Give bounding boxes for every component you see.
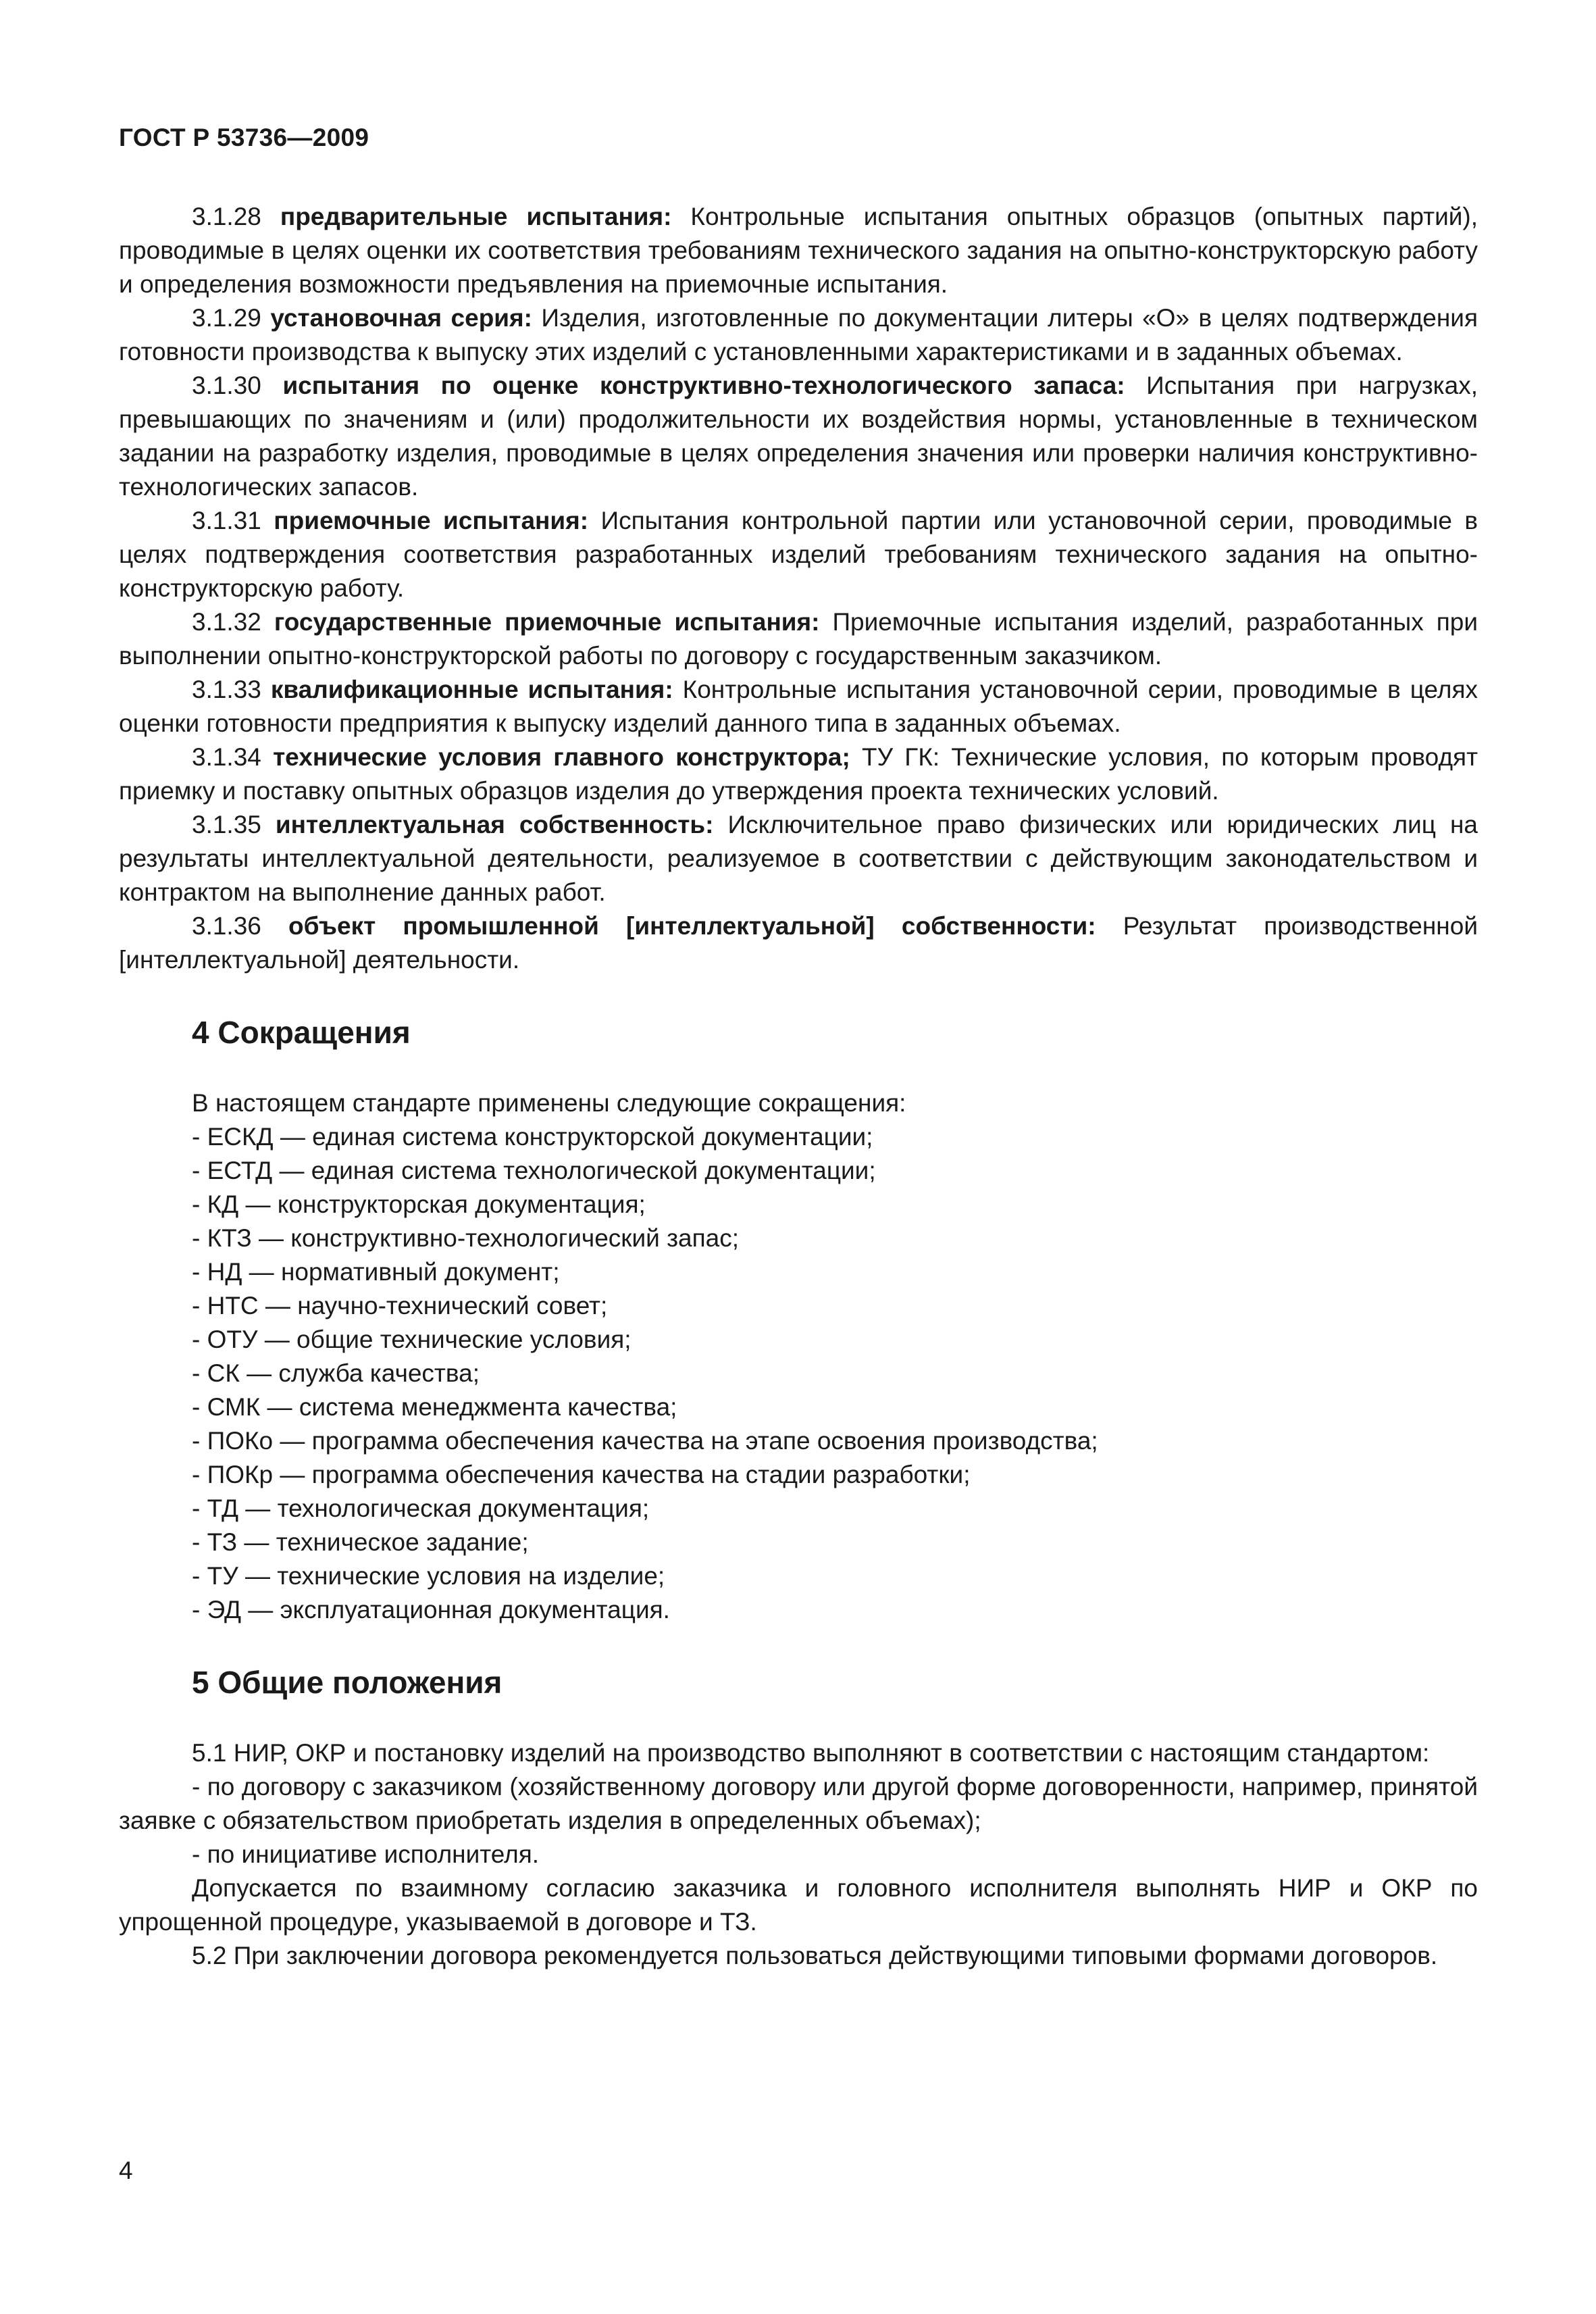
definition-3-1-28	[119, 200, 1478, 301]
list-item: - ЕСКД — единая система конструкторской документации;	[192, 1123, 873, 1151]
definition-text: Испытания контрольной партии или установочной серии, проводимые в целях подтверждения соответствия разработанных изделий требованиям технического задания на опытно-конструкторскую работу.	[119, 507, 1478, 602]
definition-number: 3.1.33	[192, 676, 261, 703]
definition-number: 3.1.31	[192, 507, 261, 534]
definition-number: 3.1.28	[192, 203, 261, 230]
definition-term: квалификационные испытания:	[270, 676, 673, 703]
list-item: - ТД — технологическая документация;	[192, 1494, 650, 1522]
definition-text: Изделия, изготовленные по документации литеры «О» в целях подтверждения готовности производства к выпуску этих изделий с установленными характеристиками и в заданных объемах.	[119, 304, 1478, 366]
definition-term: объект промышленной [интеллектуальной] собственности:	[288, 912, 1096, 940]
section-4-title: 4 Сокращения	[192, 1015, 411, 1050]
list-item: - СМК — система менеджмента качества;	[192, 1393, 677, 1421]
list-item: - НТС — научно-технический совет;	[192, 1292, 608, 1319]
list-item: - ТЗ — техническое задание;	[192, 1528, 529, 1556]
paragraph-contract: - по договору с заказчиком (хозяйственному договору или другой форме договоренности, например, принятой заявке с обязательством приобретать изделия в определенных объемах);	[119, 1773, 1478, 1834]
definition-term: технические условия главного конструктора;	[273, 743, 850, 771]
paragraph-5-1: 5.1 НИР, ОКР и постановку изделий на производство выполняют в соответствии с настоящим стандартом:	[192, 1739, 1430, 1767]
list-item: - ПОКр — программа обеспечения качества на стадии разработки;	[192, 1461, 971, 1488]
definition-text: Результат производственной [интеллектуальной] деятельности.	[119, 912, 1478, 974]
definition-term: испытания по оценке конструктивно-технологического запаса:	[282, 372, 1125, 399]
definition-term: интеллектуальная собственность:	[275, 811, 714, 838]
definition-text: ТУ ГК: Технические условия, по которым проводят приемку и поставку опытных образцов изделия до утверждения проекта технических условий.	[119, 743, 1478, 805]
list-item: - ЕСТД — единая система технологической документации;	[192, 1157, 876, 1184]
definition-text: Контрольные испытания установочной серии, проводимые в целях оценки готовности предприятия к выпуску изделий данного типа в заданных объемах.	[119, 676, 1478, 737]
definition-3-1-35	[119, 808, 1478, 909]
paragraph-simplified: Допускается по взаимному согласию заказчика и головного исполнителя выполнять НИР и ОКР по упрощенной процедуре, указываемой в договоре и ТЗ.	[119, 1874, 1478, 1936]
list-item: - СК — служба качества;	[192, 1359, 480, 1387]
definition-number: 3.1.36	[192, 912, 261, 940]
definition-term: предварительные испытания:	[280, 203, 672, 230]
definition-text: Приемочные испытания изделий, разработанных при выполнении опытно-конструкторской работы по договору с государственным заказчиком.	[119, 608, 1478, 670]
definition-3-1-31	[119, 504, 1478, 605]
definition-3-1-32	[119, 605, 1478, 673]
definition-text: Испытания при нагрузках, превышающих по значениям и (или) продолжительности их воздействия нормы, установленные в техническом задании на разработку изделия, проводимые в целях определения значения или проверки наличия конструктивно-технологических запасов.	[119, 372, 1478, 501]
abbreviations-list	[192, 1120, 1478, 1627]
list-item: - НД — нормативный документ;	[192, 1258, 560, 1286]
section-5-body	[119, 1736, 1478, 1973]
definitions-block	[119, 200, 1478, 977]
definition-3-1-33	[119, 673, 1478, 740]
section-4-body	[119, 1086, 1478, 1627]
section-5-title: 5 Общие положения	[192, 1665, 503, 1700]
definition-3-1-30	[119, 369, 1478, 504]
definition-3-1-29	[119, 301, 1478, 369]
definition-3-1-34	[119, 740, 1478, 808]
list-item: - ПОКо — программа обеспечения качества на этапе освоения производства;	[192, 1427, 1098, 1455]
list-item: - ТУ — технические условия на изделие;	[192, 1562, 665, 1590]
page-content	[119, 200, 1478, 1973]
list-item: - КТЗ — конструктивно-технологический запас;	[192, 1224, 740, 1252]
list-item: - ЭД — эксплуатационная документация.	[192, 1596, 670, 1624]
definition-text: Контрольные испытания опытных образцов (опытных партий), проводимые в целях оценки их соответствия требованиям технического задания на опытно-конструкторскую работу и определения возможности предъявления на приемочные испытания.	[119, 203, 1478, 298]
definition-3-1-36	[119, 909, 1478, 977]
definition-term: государственные приемочные испытания:	[274, 608, 820, 636]
definition-number: 3.1.34	[192, 743, 261, 771]
definition-term: установочная серия:	[270, 304, 532, 332]
definition-number: 3.1.32	[192, 608, 261, 636]
abbreviations-intro: В настоящем стандарте применены следующие сокращения:	[192, 1089, 906, 1117]
definition-term: приемочные испытания:	[274, 507, 589, 534]
definition-number: 3.1.35	[192, 811, 261, 838]
list-item: - ОТУ — общие технические условия;	[192, 1326, 632, 1353]
list-item: - КД — конструкторская документация;	[192, 1190, 646, 1218]
paragraph-initiative: - по инициативе исполнителя.	[192, 1840, 540, 1868]
definition-text: Исключительное право физических или юридических лиц на результаты интеллектуальной деятельности, реализуемое в соответствии с действующим законодательством и контрактом на выполнение данных работ.	[119, 811, 1478, 906]
definition-number: 3.1.29	[192, 304, 261, 332]
definition-number: 3.1.30	[192, 372, 261, 399]
page-number: 4	[119, 2157, 133, 2184]
paragraph-5-2: 5.2 При заключении договора рекомендуется пользоваться действующими типовыми формами договоров.	[192, 1942, 1438, 1969]
document-header: ГОСТ Р 53736—2009	[119, 124, 369, 151]
